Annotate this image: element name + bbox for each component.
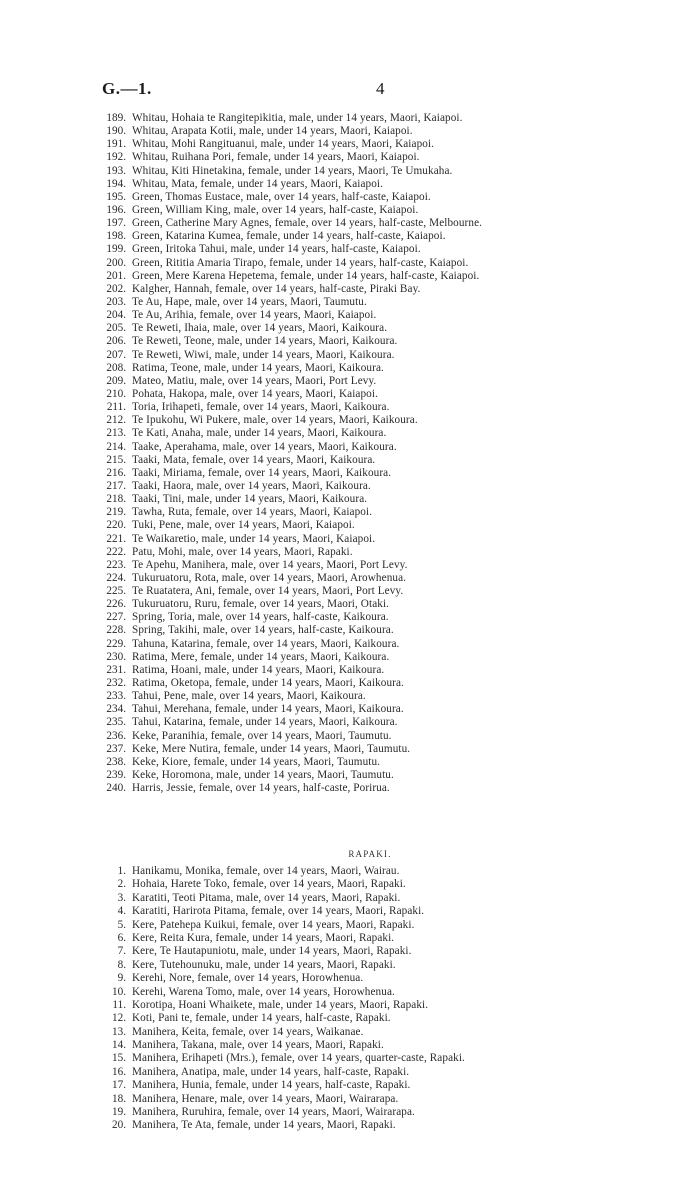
list-item: [0, 546, 700, 559]
entry-number: 193.: [106, 164, 126, 177]
entry-text: Manihera, Hunia, female, under 14 years, half-caste, Rapaki.: [132, 1079, 411, 1092]
entry-number: 20.: [112, 1119, 126, 1132]
entry-text: Manihera, Henare, male, over 14 years, Maori, Wairarapa.: [132, 1092, 399, 1105]
list-item: [0, 349, 700, 362]
entry-text: Toria, Irihapeti, female, over 14 years, Maori, Kaikoura.: [132, 401, 390, 414]
entry-text: Karatiti, Teoti Pitama, male, over 14 years, Maori, Rapaki.: [132, 891, 401, 904]
list-item: [0, 506, 700, 519]
entry-text: Tahui, Pene, male, over 14 years, Maori, Kaikoura.: [132, 690, 366, 703]
entry-number: 210.: [106, 387, 126, 400]
list-item: [0, 191, 700, 204]
entry-number: 207.: [106, 348, 126, 361]
entry-number: 9.: [117, 972, 126, 985]
entry-text: Kere, Patehepa Kuikui, female, over 14 years, Maori, Rapaki.: [132, 918, 415, 931]
entry-text: Ratima, Hoani, male, under 14 years, Maori, Kaikoura.: [132, 663, 385, 676]
list-item: [0, 1052, 700, 1065]
entry-number: 206.: [106, 335, 126, 348]
entry-number: 212.: [106, 414, 126, 427]
entry-number: 4.: [117, 905, 126, 918]
list-item: [0, 572, 700, 585]
list-item: [0, 296, 700, 309]
list-item: [0, 756, 700, 769]
entry-number: 211.: [106, 401, 126, 414]
entry-text: Taaki, Miriama, female, over 14 years, Maori, Kaikoura.: [132, 466, 392, 479]
entry-text: Kere, Reita Kura, female, under 14 years, Maori, Rapaki.: [132, 931, 395, 944]
entry-number: 202.: [106, 282, 126, 295]
entry-text: Taake, Aperahama, male, over 14 years, Maori, Kaikoura.: [132, 440, 397, 453]
entry-text: Whitau, Ruihana Pori, female, under 14 years, Maori, Kaiapoi.: [132, 151, 420, 164]
list-item: [0, 125, 700, 138]
entry-text: Whitau, Hohaia te Rangitepikitia, male, under 14 years, Maori, Kaiapoi.: [132, 112, 463, 124]
entry-text: Kere, Tutehounuku, male, under 14 years, Maori, Rapaki.: [132, 958, 396, 971]
entry-number: 234.: [106, 703, 126, 716]
entry-number: 11.: [112, 998, 126, 1011]
list-item: [0, 677, 700, 690]
entry-text: Green, Rititia Amaria Tirapo, female, under 14 years, half-caste, Kaiapoi.: [132, 256, 469, 269]
entry-number: 228.: [106, 624, 126, 637]
list-item: [0, 716, 700, 729]
entry-text: Manihera, Takana, male, over 14 years, Maori, Rapaki.: [132, 1039, 384, 1052]
entry-text: Whitau, Mohi Rangituanui, male, under 14 years, Maori, Kaiapoi.: [132, 138, 435, 151]
entry-text: Kerehi, Warena Tomo, male, over 14 years, Horowhenua.: [132, 985, 395, 998]
list-item: [0, 230, 700, 243]
entry-number: 209.: [106, 374, 126, 387]
list-item: [0, 388, 700, 401]
entry-number: 213.: [106, 427, 126, 440]
entry-text: Kerehi, Nore, female, over 14 years, Horowhenua.: [132, 972, 364, 985]
list-item: [0, 165, 700, 178]
list-item: [0, 1066, 700, 1079]
list-item: [0, 112, 700, 125]
list-item: [0, 986, 700, 999]
entry-list-continued: [0, 112, 700, 795]
list-item: [0, 204, 700, 217]
list-item: [0, 414, 700, 427]
list-item: [0, 743, 700, 756]
entry-text: Patu, Mohi, male, over 14 years, Maori, Rapaki.: [132, 545, 353, 558]
entry-number: 219.: [106, 506, 126, 519]
list-item: [0, 1026, 700, 1039]
entry-number: 232.: [106, 677, 126, 690]
entry-number: 12.: [112, 1012, 126, 1025]
list-item: [0, 1093, 700, 1106]
entry-number: 218.: [106, 493, 126, 506]
list-item: [0, 945, 700, 958]
entry-number: 190.: [106, 125, 126, 138]
entry-number: 198.: [106, 230, 126, 243]
entry-text: Taaki, Haora, male, over 14 years, Maori, Kaikoura.: [132, 479, 371, 492]
entry-text: Green, Catherine Mary Agnes, female, over 14 years, half-caste, Melbourne.: [132, 217, 483, 230]
entry-number: 223.: [106, 558, 126, 571]
entry-number: 203.: [106, 295, 126, 308]
entry-number: 216.: [106, 466, 126, 479]
entry-text: Tahui, Katarina, female, under 14 years, Maori, Kaikoura.: [132, 716, 398, 729]
entry-number: 13.: [112, 1025, 126, 1038]
entry-text: Te Reweti, Wiwi, male, under 14 years, Maori, Kaikoura.: [132, 348, 395, 361]
entry-number: 201.: [106, 269, 126, 282]
list-item: [0, 690, 700, 703]
entry-text: Green, Katarina Kumea, female, under 14 years, half-caste, Kaiapoi.: [132, 230, 446, 243]
entry-number: 229.: [106, 637, 126, 650]
entry-number: 10.: [112, 985, 126, 998]
list-item: [0, 905, 700, 918]
entry-number: 235.: [106, 716, 126, 729]
entry-text: Tahuna, Katarina, female, over 14 years, Maori, Kaikoura.: [132, 637, 400, 650]
list-item: [0, 932, 700, 945]
entry-text: Ratima, Mere, female, under 14 years, Maori, Kaikoura.: [132, 650, 390, 663]
entry-number: 194.: [106, 177, 126, 190]
list-item: [0, 454, 700, 467]
entry-number: 2.: [117, 878, 126, 891]
list-item: [0, 1039, 700, 1052]
entry-text: Tukuruatoru, Ruru, female, over 14 years, Maori, Otaki.: [132, 598, 390, 611]
list-item: [0, 441, 700, 454]
list-item: [0, 1012, 700, 1025]
entry-text: Green, William King, male, over 14 years, half-caste, Kaiapoi.: [132, 203, 419, 216]
entry-text: Manihera, Te Ata, female, under 14 years, Maori, Rapaki.: [132, 1119, 396, 1132]
entry-text: Green, Mere Karena Hepetema, female, under 14 years, half-caste, Kaiapoi.: [132, 269, 480, 282]
entry-number: 239.: [106, 769, 126, 782]
entry-number: 215.: [106, 453, 126, 466]
list-item: [0, 651, 700, 664]
entry-number: 200.: [106, 256, 126, 269]
entry-number: 231.: [106, 663, 126, 676]
entry-number: 214.: [106, 440, 126, 453]
list-item: [0, 217, 700, 230]
entry-text: Te Reweti, Ihaia, male, over 14 years, Maori, Kaikoura.: [132, 322, 388, 335]
entry-number: 205.: [106, 322, 126, 335]
list-item: [0, 519, 700, 532]
list-item: [0, 782, 700, 795]
entry-number: 222.: [106, 545, 126, 558]
list-item: [0, 401, 700, 414]
entry-text: Whitau, Mata, female, under 14 years, Maori, Kaiapoi.: [132, 177, 384, 190]
entry-text: Ratima, Teone, male, under 14 years, Maori, Kaikoura.: [132, 361, 384, 374]
entry-text: Whitau, Kiti Hinetakina, female, under 14 years, Maori, Te Umukaha.: [132, 164, 453, 177]
entry-text: Mateo, Matiu, male, over 14 years, Maori, Port Levy.: [132, 374, 377, 387]
entry-number: 16.: [112, 1065, 126, 1078]
list-item: [0, 598, 700, 611]
entry-number: 189.: [106, 112, 126, 124]
entry-number: 204.: [106, 309, 126, 322]
list-item: [0, 611, 700, 624]
entry-text: Manihera, Erihapeti (Mrs.), female, over 14 years, quarter-caste, Rapaki.: [132, 1052, 465, 1065]
list-item: [0, 585, 700, 598]
entry-text: Taaki, Mata, female, over 14 years, Maori, Kaikoura.: [132, 453, 376, 466]
list-item: [0, 638, 700, 651]
entry-text: Hohaia, Harete Toko, female, over 14 years, Maori, Rapaki.: [132, 878, 406, 891]
list-item: [0, 257, 700, 270]
entry-number: 208.: [106, 361, 126, 374]
list-item: [0, 559, 700, 572]
list-item: [0, 375, 700, 388]
entry-number: 226.: [106, 598, 126, 611]
list-item: [0, 283, 700, 296]
entry-text: Pohata, Hakopa, male, over 14 years, Maori, Kaiapoi.: [132, 387, 378, 400]
entry-text: Manihera, Ruruhira, female, over 14 years, Maori, Wairarapa.: [132, 1106, 415, 1119]
page-number: 4: [376, 79, 385, 98]
entry-number: 5.: [117, 918, 126, 931]
entry-text: Korotipa, Hoani Whaikete, male, under 14 years, Maori, Rapaki.: [132, 998, 429, 1011]
list-item: [0, 493, 700, 506]
entry-number: 217.: [106, 479, 126, 492]
list-item: [0, 878, 700, 891]
list-item: [0, 959, 700, 972]
entry-text: Keke, Mere Nutira, female, under 14 years, Maori, Taumutu.: [132, 742, 411, 755]
entry-number: 14.: [112, 1039, 126, 1052]
entry-text: Te Reweti, Teone, male, under 14 years, Maori, Kaikoura.: [132, 335, 398, 348]
list-item: [0, 427, 700, 440]
entry-text: Spring, Takihi, male, over 14 years, half-caste, Kaikoura.: [132, 624, 394, 637]
list-item: [0, 335, 700, 348]
entry-number: 8.: [117, 958, 126, 971]
entry-number: 192.: [106, 151, 126, 164]
entry-number: 225.: [106, 585, 126, 598]
list-item: [0, 1119, 700, 1132]
entry-number: 238.: [106, 755, 126, 768]
list-item: [0, 151, 700, 164]
entry-number: 15.: [112, 1052, 126, 1065]
list-item: [0, 624, 700, 637]
entry-text: Taaki, Tini, male, under 14 years, Maori, Kaikoura.: [132, 493, 368, 506]
entry-text: Harris, Jessie, female, over 14 years, half-caste, Porirua.: [132, 782, 390, 795]
list-item: [0, 919, 700, 932]
list-item: [0, 999, 700, 1012]
entry-number: 191.: [106, 138, 126, 151]
list-item: [0, 309, 700, 322]
entry-number: 199.: [106, 243, 126, 256]
entry-number: 6.: [117, 931, 126, 944]
list-item: [0, 703, 700, 716]
entry-number: 17.: [112, 1079, 126, 1092]
list-item: [0, 480, 700, 493]
list-item: [0, 533, 700, 546]
entry-text: Karatiti, Harirota Pitama, female, over 14 years, Maori, Rapaki.: [132, 905, 425, 918]
entry-number: 220.: [106, 519, 126, 532]
entry-text: Te Waikaretio, male, under 14 years, Maori, Kaiapoi.: [132, 532, 376, 545]
entry-text: Manihera, Keita, female, over 14 years, Waikanae.: [132, 1025, 364, 1038]
document-code: G.—1.: [102, 79, 152, 98]
entry-text: Kalgher, Hannah, female, over 14 years, half-caste, Piraki Bay.: [132, 282, 421, 295]
entry-text: Keke, Paranihia, female, over 14 years, Maori, Taumutu.: [132, 729, 392, 742]
list-item: [0, 270, 700, 283]
section-heading-rapaki: RAPAKI.: [348, 849, 392, 859]
entry-number: 236.: [106, 729, 126, 742]
entry-text: Te Apehu, Manihera, male, over 14 years, Maori, Port Levy.: [132, 558, 408, 571]
entry-number: 237.: [106, 742, 126, 755]
list-item: [0, 1106, 700, 1119]
entry-number: 196.: [106, 203, 126, 216]
list-item: [0, 467, 700, 480]
entry-number: 19.: [112, 1106, 126, 1119]
entry-number: 227.: [106, 611, 126, 624]
entry-number: 18.: [112, 1092, 126, 1105]
entry-text: Te Au, Hape, male, over 14 years, Maori, Taumutu.: [132, 295, 367, 308]
entry-text: Tawha, Ruta, female, over 14 years, Maori, Kaiapoi.: [132, 506, 373, 519]
entry-text: Koti, Pani te, female, under 14 years, half-caste, Rapaki.: [132, 1012, 391, 1025]
entry-number: 221.: [106, 532, 126, 545]
entry-text: Keke, Horomona, male, under 14 years, Maori, Taumutu.: [132, 769, 394, 782]
entry-text: Tahui, Merehana, female, under 14 years, Maori, Kaikoura.: [132, 703, 404, 716]
entry-number: 3.: [117, 891, 126, 904]
entry-text: Tuki, Pene, male, over 14 years, Maori, Kaiapoi.: [132, 519, 355, 532]
entry-number: 240.: [106, 782, 126, 795]
list-item: [0, 972, 700, 985]
entry-text: Manihera, Anatipa, male, under 14 years, half-caste, Rapaki.: [132, 1065, 410, 1078]
list-item: [0, 322, 700, 335]
list-item: [0, 730, 700, 743]
entry-text: Spring, Toria, male, over 14 years, half-caste, Kaikoura.: [132, 611, 389, 624]
entry-number: 1.: [117, 865, 126, 877]
entry-list-rapaki: [0, 865, 700, 1133]
entry-number: 7.: [117, 945, 126, 958]
list-item: [0, 892, 700, 905]
entry-text: Te Kati, Anaha, male, under 14 years, Maori, Kaikoura.: [132, 427, 387, 440]
list-item: [0, 243, 700, 256]
entry-text: Green, Thomas Eustace, male, over 14 years, half-caste, Kaiapoi.: [132, 190, 431, 203]
entry-text: Whitau, Arapata Kotii, male, under 14 years, Maori, Kaiapoi.: [132, 125, 413, 138]
entry-text: Te Ipukohu, Wi Pukere, male, over 14 years, Maori, Kaikoura.: [132, 414, 418, 427]
entry-text: Te Ruatatera, Ani, female, over 14 years, Maori, Port Levy.: [132, 585, 404, 598]
entry-text: Te Au, Arihia, female, over 14 years, Maori, Kaiapoi.: [132, 309, 377, 322]
list-item: [0, 362, 700, 375]
list-item: [0, 1079, 700, 1092]
entry-number: 233.: [106, 690, 126, 703]
list-item: [0, 769, 700, 782]
list-item: [0, 865, 700, 878]
entry-number: 224.: [106, 571, 126, 584]
entry-text: Kere, Te Hautapuniotu, male, under 14 years, Maori, Rapaki.: [132, 945, 412, 958]
list-item: [0, 138, 700, 151]
entry-number: 195.: [106, 190, 126, 203]
list-item: [0, 664, 700, 677]
entry-text: Keke, Kiore, female, under 14 years, Maori, Taumutu.: [132, 755, 381, 768]
list-item: [0, 178, 700, 191]
entry-number: 197.: [106, 217, 126, 230]
entry-text: Ratima, Oketopa, female, under 14 years, Maori, Kaikoura.: [132, 677, 404, 690]
entry-text: Hanikamu, Monika, female, over 14 years, Maori, Wairau.: [132, 865, 400, 877]
entry-number: 230.: [106, 650, 126, 663]
entry-text: Green, Iritoka Tahui, male, under 14 years, half-caste, Kaiapoi.: [132, 243, 421, 256]
entry-text: Tukuruatoru, Rota, male, over 14 years, Maori, Arowhenua.: [132, 571, 407, 584]
